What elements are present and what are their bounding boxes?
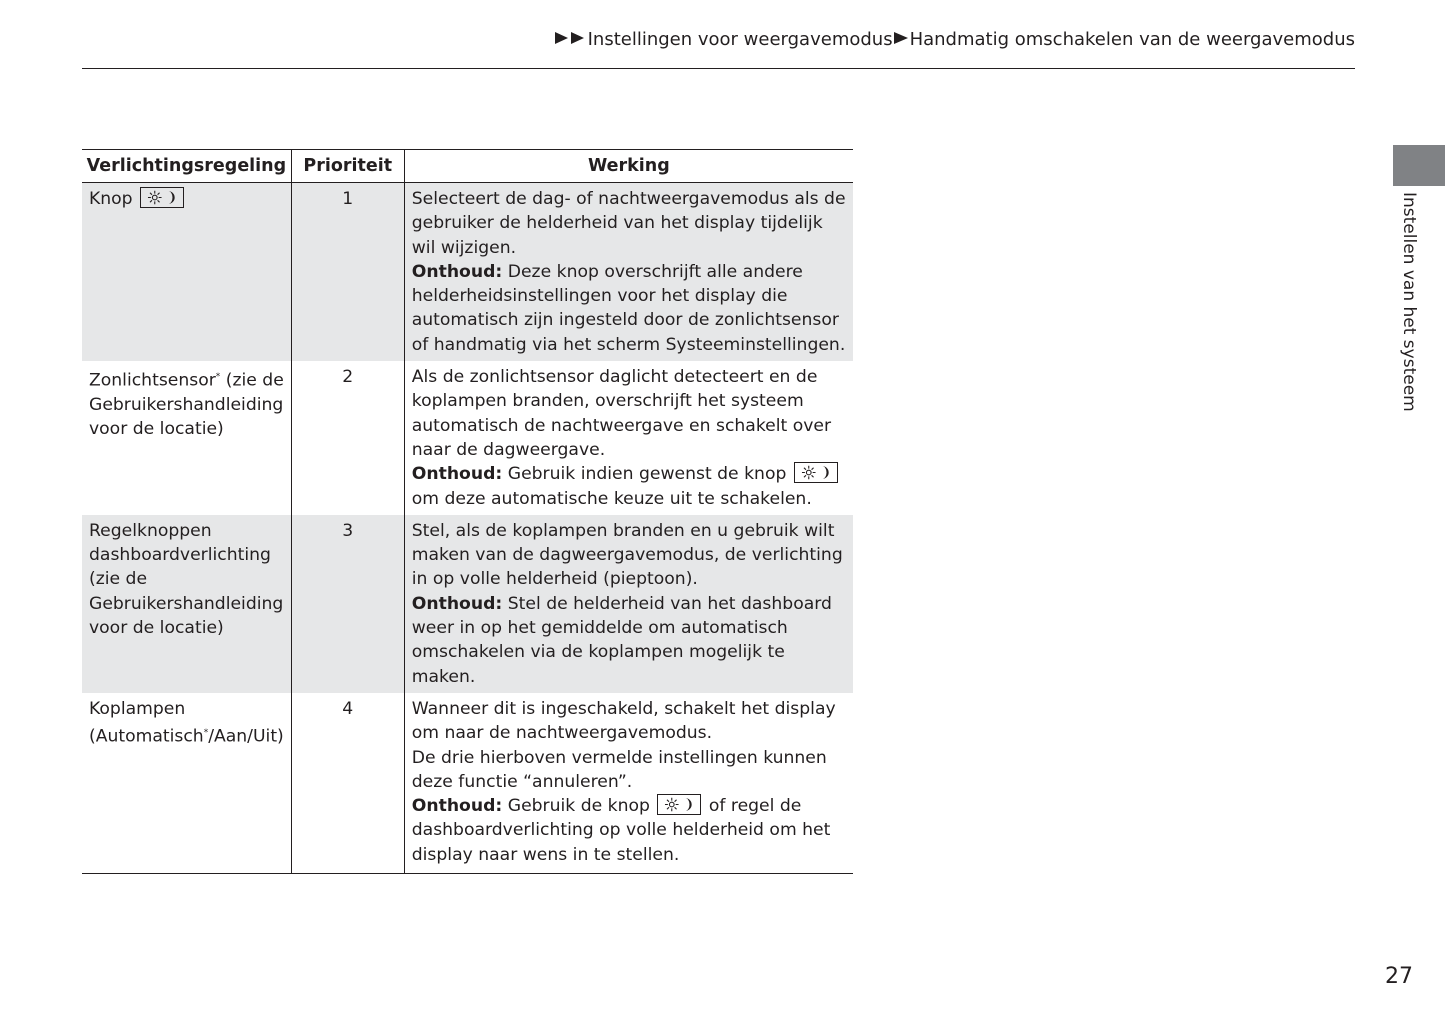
footnote-mark: * [215, 372, 221, 383]
note-text: Gebruik indien gewenst de knop [502, 464, 787, 485]
sun-moon-icon [794, 462, 838, 483]
breadcrumb-item-2[interactable]: Handmatig omschakelen van de weergavemodus [909, 29, 1355, 50]
note-text: Stel de helderheid van het dashboard weer in op het gemiddelde om automatisch omschakelen via de koplampen mogelijk te maken. [411, 593, 832, 687]
column-header-control: Verlichtingsregeling [82, 150, 291, 183]
note-label: Onthoud: [411, 464, 503, 485]
note-text-after: om deze automatische keuze uit te schakelen. [411, 488, 812, 509]
control-label: Koplampen (Automatisch [89, 698, 204, 747]
control-cell: Regelknoppen dashboardverlichting (zie de Gebruikershandleiding voor de locatie) [82, 515, 291, 693]
column-header-priority: Prioriteit [291, 150, 404, 183]
operation-cell [404, 183, 853, 362]
lighting-control-table [82, 149, 853, 874]
sun-moon-icon [140, 187, 184, 208]
priority-cell: 4 [291, 693, 404, 874]
operation-text: Wanneer dit is ingeschakeld, schakelt het display om naar de nachtweergavemodus. [411, 698, 836, 744]
play-arrow-icon [893, 28, 910, 52]
control-label: Zonlichtsensor [89, 370, 216, 391]
operation-text: Stel, als de koplampen branden en u gebruik wilt maken van de dagweergavemodus, de verlichting in op volle helderheid (pieptoon). [411, 520, 843, 590]
operation-text: Als de zonlichtsensor daglicht detecteert en de koplampen branden, overschrijft het systeem automatisch de nachtweergave en schakelt over naar de dagweergave. [411, 367, 832, 460]
priority-cell: 1 [291, 183, 404, 362]
note-label: Onthoud: [411, 796, 503, 817]
sun-moon-icon [657, 794, 701, 815]
control-cell [82, 693, 291, 874]
table-row [82, 693, 853, 874]
breadcrumb [554, 28, 1355, 52]
section-tab-marker [1393, 145, 1445, 186]
breadcrumb-item-1[interactable]: Instellingen voor weergavemodus [587, 29, 893, 50]
operation-cell [404, 361, 853, 515]
table-row [82, 361, 853, 515]
priority-cell: 3 [291, 515, 404, 693]
operation-text: Selecteert de dag- of nachtweergavemodus als de gebruiker de helderheid van het display tijdelijk wil wijzigen. [411, 189, 846, 258]
column-header-operation: Werking [404, 150, 853, 183]
footnote-mark: * [203, 728, 209, 739]
header-divider [82, 68, 1355, 69]
operation-cell [404, 515, 853, 693]
operation-text-2: De drie hierboven vermelde instellingen kunnen deze functie “annuleren”. [411, 747, 827, 792]
note-text: Gebruik de knop [502, 796, 650, 817]
control-label: Knop [89, 189, 133, 209]
table-row [82, 515, 853, 693]
table-row [82, 183, 853, 362]
priority-cell: 2 [291, 361, 404, 515]
note-label: Onthoud: [411, 593, 503, 614]
play-arrow-icon [554, 28, 588, 52]
note-text-after: of regel de dashboardverlichting op volle helderheid om het display naar wens in te stellen. [411, 796, 831, 865]
page-number: 27 [1385, 964, 1413, 989]
note-text: Deze knop overschrijft alle andere helderheidsinstellingen voor het display die automatisch zijn ingesteld door de zonlichtsensor of handmatig via het scherm Systeeminstellingen. [411, 261, 846, 355]
note-label: Onthoud: [411, 261, 503, 282]
control-label-rest: (zie de Gebruikershandleiding voor de locatie) [89, 370, 284, 440]
table-header-row [82, 150, 853, 183]
control-cell [82, 361, 291, 515]
control-label-rest: /Aan/Uit) [208, 726, 284, 747]
control-cell [82, 183, 291, 362]
section-tab-label: Instellen van het systeem [1399, 192, 1419, 412]
operation-cell [404, 693, 853, 874]
